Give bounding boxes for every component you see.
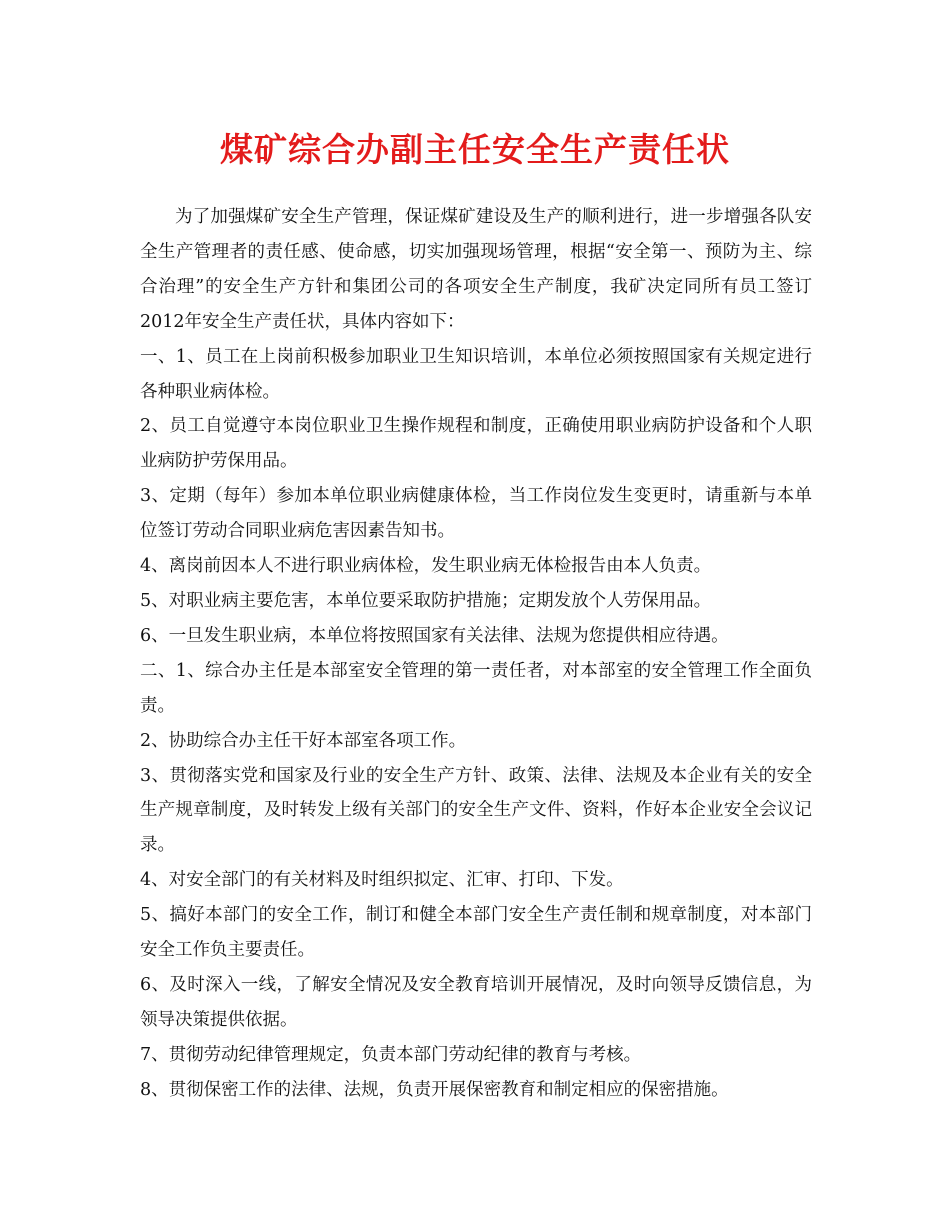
document-title: 煤矿综合办副主任安全生产责任状 xyxy=(220,130,730,169)
clause-item: 6、及时深入一线，了解安全情况及安全教育培训开展情况，及时向领导反馈信息，为领导决策提供依据。 xyxy=(140,974,812,1030)
clause-item: 2、协助综合办主任干好本部室各项工作。 xyxy=(140,730,467,751)
clause-item: 5、对职业病主要危害，本单位要采取防护措施；定期发放个人劳保用品。 xyxy=(140,590,712,611)
clause-item: 4、离岗前因本人不进行职业病体检，发生职业病无体检报告由本人负责。 xyxy=(140,556,712,577)
clause-item: 一、1、员工在上岗前积极参加职业卫生知识培训，本单位必须按照国家有关规定进行各种职业病体检。 xyxy=(140,346,812,402)
clause-item: 2、员工自觉遵守本岗位职业卫生操作规程和制度，正确使用职业病防护设备和个人职业病防护劳保用品。 xyxy=(140,416,812,472)
clause-item: 4、对安全部门的有关材料及时组织拟定、汇审、打印、下发。 xyxy=(140,870,624,891)
intro-paragraph: 为了加强煤矿安全生产管理，保证煤矿建设及生产的顺利进行，进一步增强各队安全生产管理者的责任感、使命感，切实加强现场管理，根据“安全第一、预防为主、综合治理”的安全生产方针和集团公司的各项安全生产制度，我矿决定同所有员工签订2012年安全生产责任状，具体内容如下： xyxy=(140,207,812,332)
clause-item: 7、贯彻劳动纪律管理规定，负责本部门劳动纪律的教育与考核。 xyxy=(140,1044,642,1065)
clause-item: 3、贯彻落实党和国家及行业的安全生产方针、政策、法律、法规及本企业有关的安全生产规章制度，及时转发上级有关部门的安全生产文件、资料，作好本企业安全会议记录。 xyxy=(140,765,812,856)
document-body xyxy=(140,200,812,1108)
clause-item: 5、搞好本部门的安全工作，制订和健全本部门安全生产责任制和规章制度，对本部门安全工作负主要责任。 xyxy=(140,905,812,961)
clause-item: 8、贯彻保密工作的法律、法规，负责开展保密教育和制定相应的保密措施。 xyxy=(140,1079,729,1100)
clause-item: 二、1、综合办主任是本部室安全管理的第一责任者，对本部室的安全管理工作全面负责。 xyxy=(140,660,812,716)
clause-item: 3、定期（每年）参加本单位职业病健康体检，当工作岗位发生变更时，请重新与本单位签订劳动合同职业病危害因素告知书。 xyxy=(140,486,812,542)
clause-item: 6、一旦发生职业病，本单位将按照国家有关法律、法规为您提供相应待遇。 xyxy=(140,625,729,646)
